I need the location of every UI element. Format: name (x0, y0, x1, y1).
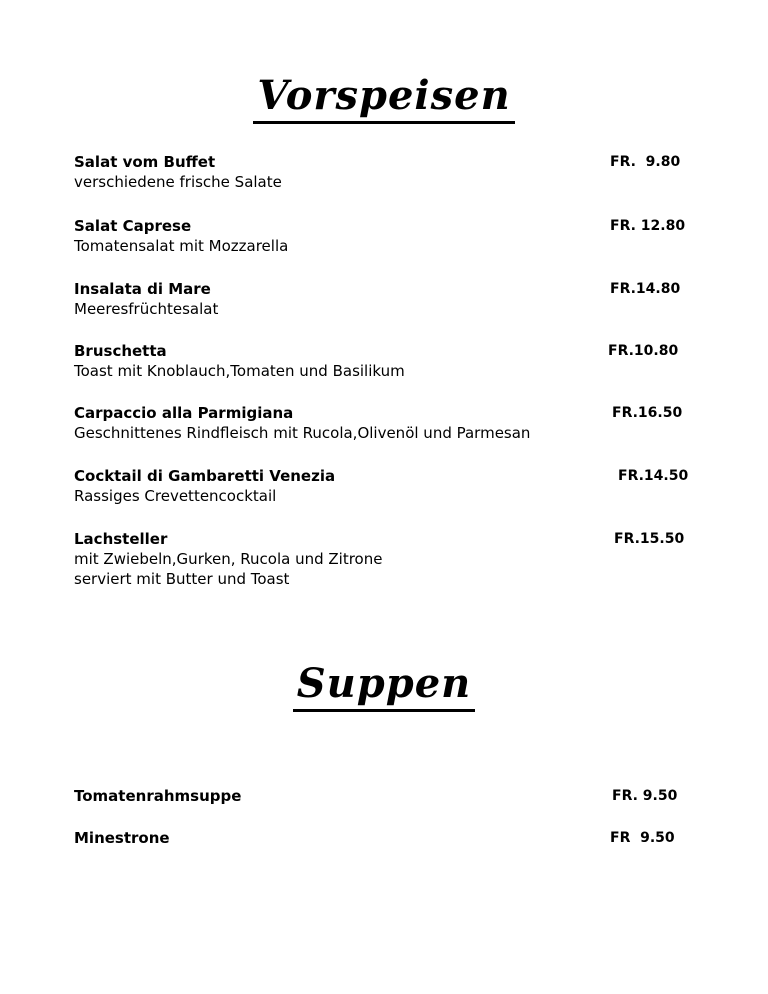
item-name: Insalata di Mare (74, 280, 211, 298)
item-name: Bruschetta (74, 342, 167, 360)
item-price: FR. 9.80 (610, 154, 681, 170)
item-name: Tomatenrahmsuppe (74, 787, 242, 805)
item-name: Salat vom Buffet (74, 153, 216, 171)
item-name: Lachsteller (74, 530, 168, 548)
item-description: mit Zwiebeln,Gurken, Rucola und Zitrone (74, 550, 383, 568)
item-price: FR.15.50 (614, 531, 685, 547)
item-price: FR.16.50 (612, 405, 683, 421)
menu-item (74, 828, 594, 848)
item-price: FR.14.50 (618, 468, 689, 484)
item-description: Meeresfrüchtesalat (74, 300, 219, 318)
menu-item (74, 403, 604, 443)
item-description: verschiedene frische Salate (74, 173, 282, 191)
section-title-suppen (0, 662, 768, 706)
menu-item (74, 341, 594, 381)
item-description: serviert mit Butter und Toast (74, 570, 290, 588)
item-name: Carpaccio alla Parmigiana (74, 404, 294, 422)
menu-item (74, 216, 594, 256)
item-price: FR. 12.80 (610, 218, 686, 234)
menu-item (74, 466, 594, 506)
item-name: Salat Caprese (74, 217, 192, 235)
menu-item (74, 279, 594, 319)
item-description: Geschnittenes Rindfleisch mit Rucola,Olivenöl und Parmesan (74, 424, 531, 442)
section-title-vorspeisen (0, 74, 768, 118)
item-description: Tomatensalat mit Mozzarella (74, 237, 289, 255)
item-price: FR.14.80 (610, 281, 681, 297)
item-name: Minestrone (74, 829, 170, 847)
section-title-text: Vorspeisen (253, 72, 514, 124)
menu-item (74, 152, 594, 192)
item-description: Rassiges Crevettencocktail (74, 487, 277, 505)
item-price: FR. 9.50 (612, 788, 678, 804)
menu-item (74, 529, 594, 589)
item-price: FR 9.50 (610, 830, 675, 846)
menu-item (74, 786, 594, 806)
item-description: Toast mit Knoblauch,Tomaten und Basilikum (74, 362, 405, 380)
section-title-text: Suppen (293, 660, 475, 712)
item-name: Cocktail di Gambaretti Venezia (74, 467, 336, 485)
item-price: FR.10.80 (608, 343, 679, 359)
